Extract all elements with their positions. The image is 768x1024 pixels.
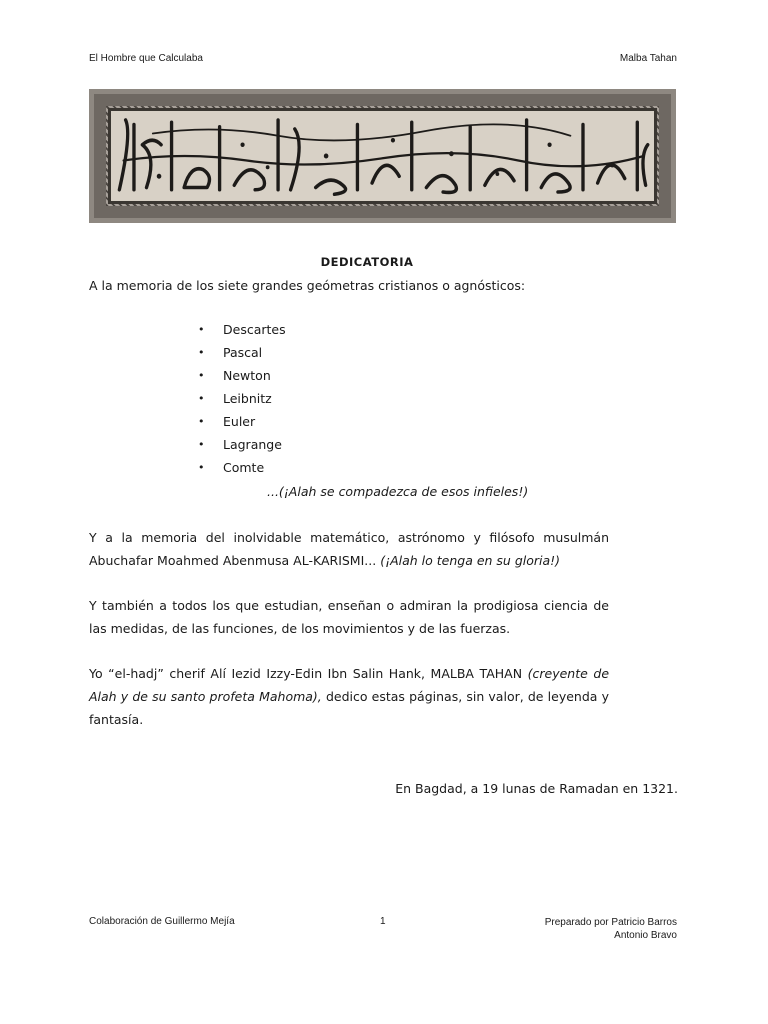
bullet-icon: •	[198, 369, 205, 382]
bullet-icon: •	[198, 438, 205, 451]
intro-text: A la memoria de los siete grandes geómetras cristianos o agnósticos:	[89, 278, 526, 293]
bullet-icon: •	[198, 461, 205, 474]
paragraph-dedication: Yo “el-hadj” cherif Alí Iezid Izzy-Edin Ibn Salin Hank, MALBA TAHAN (creyente de Alah y de su santo profeta Mahoma), dedico estas páginas, sin valor, de leyenda y fantasía.	[89, 666, 610, 727]
header-book-title: El Hombre que Calculaba	[89, 53, 203, 64]
signature-line: En Bagdad, a 19 lunas de Ramadan en 1321.	[395, 781, 678, 796]
footer-prepared-by: Preparado por Patricio Barros Antonio Bravo	[544, 917, 677, 941]
bullet-icon: •	[198, 323, 205, 336]
paragraph-al-karismi: Y a la memoria del inolvidable matemático, astrónomo y filósofo musulmán Abuchafar Moahmed Abenmusa AL-KARISMI... (¡Alah lo tenga en su gloria!)	[89, 530, 609, 568]
bullet-icon: •	[198, 346, 205, 359]
page-number: 1	[380, 916, 386, 927]
list-item: • Pascal	[198, 341, 286, 364]
footer-collaboration: Colaboración de Guillermo Mejía	[89, 916, 235, 927]
list-item: • Newton	[198, 364, 286, 387]
calligraphy-banner	[89, 89, 676, 223]
list-item: • Euler	[198, 410, 286, 433]
bullet-icon: •	[198, 392, 205, 405]
arabic-calligraphy-icon	[111, 111, 654, 201]
list-item: • Descartes	[198, 318, 286, 341]
list-item: • Leibnitz	[198, 387, 286, 410]
header-author: Malba Tahan	[619, 53, 677, 64]
list-item: • Lagrange	[198, 433, 286, 456]
page-title: DEDICATORIA	[320, 255, 414, 269]
list-item: • Comte	[198, 456, 286, 479]
paragraph-sciences: Y también a todos los que estudian, enseñan o admiran la prodigiosa ciencia de las medidas, de las funciones, de los movimientos y de las fuerzas.	[89, 598, 609, 636]
bullet-icon: •	[198, 415, 205, 428]
banner-ornamental-border	[94, 94, 671, 218]
list-note: ...(¡Alah se compadezca de esos infieles!)	[267, 484, 529, 499]
mathematicians-list	[198, 318, 286, 479]
